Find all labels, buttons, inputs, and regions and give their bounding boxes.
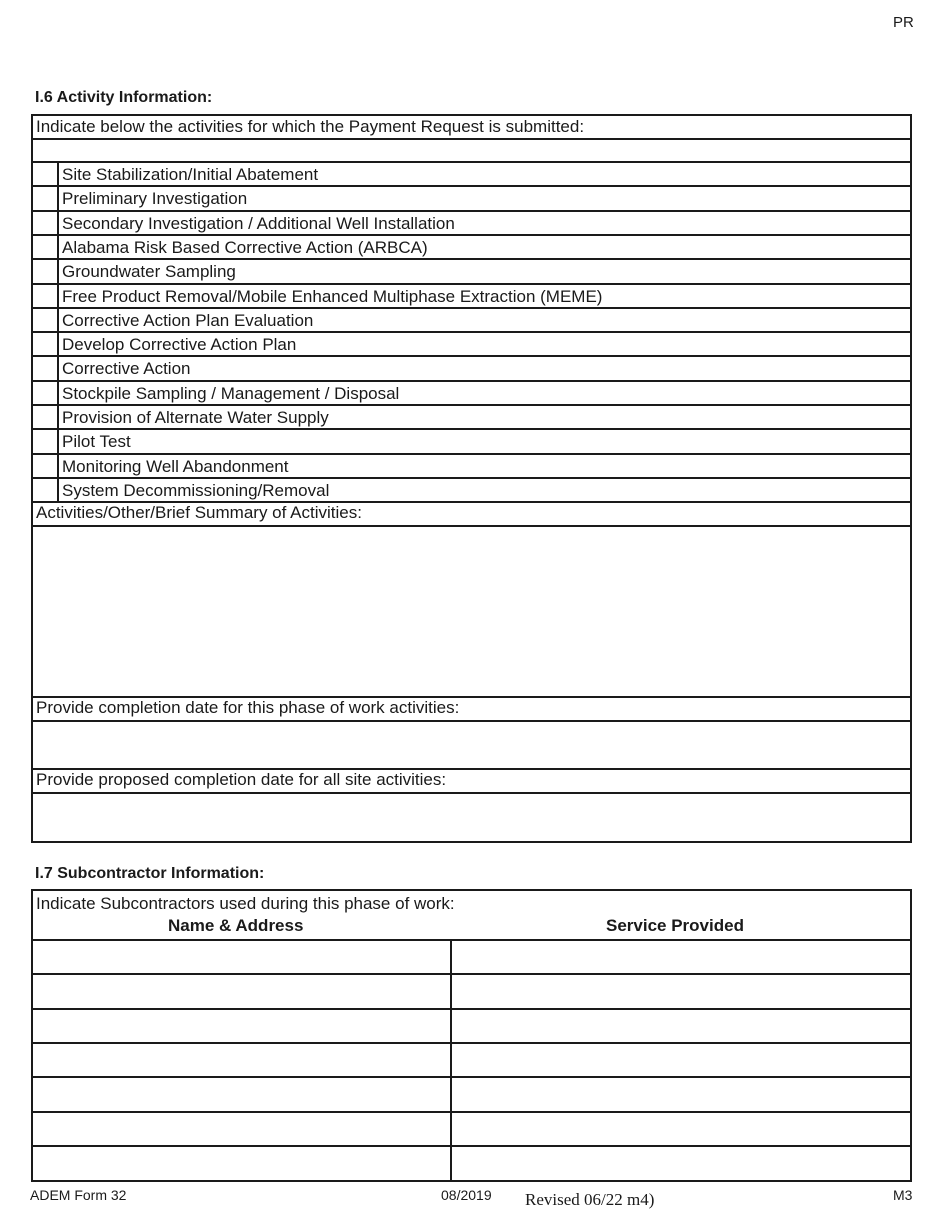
footer-form-name: ADEM Form 32 [30,1187,127,1203]
divider [33,138,910,140]
subcontractor-instruction: Indicate Subcontractors used during this phase of work: [36,894,455,913]
activity-checkbox[interactable] [33,382,58,406]
footer-date: 08/2019 [441,1187,492,1203]
subcontractor-name-field[interactable] [35,1044,448,1076]
activity-checkbox[interactable] [33,212,58,236]
activity-row [33,430,910,454]
activity-table [31,114,912,843]
activity-checkbox[interactable] [33,309,58,333]
activity-checkbox[interactable] [33,187,58,211]
divider [33,792,910,794]
activity-row [33,309,910,333]
subcontractor-name-field[interactable] [35,975,448,1007]
column-header-service-provided: Service Provided [606,916,744,935]
activity-label: Secondary Investigation / Additional Well Installation [62,213,455,233]
subcontractor-service-field[interactable] [454,975,908,1007]
activity-label: Stockpile Sampling / Management / Disposal [62,383,400,403]
activity-label: Monitoring Well Abandonment [62,456,289,476]
subcontractor-service-field[interactable] [454,1010,908,1042]
subcontractor-table [31,889,912,1182]
activity-checkbox[interactable] [33,357,58,381]
activity-row [33,260,910,284]
proposed-date-field[interactable] [37,796,906,838]
activity-label: Site Stabilization/Initial Abatement [62,165,319,184]
column-header-name-address: Name & Address [168,916,304,935]
activity-checkbox[interactable] [33,260,58,284]
completion-date-label: Provide completion date for this phase of work activities: [36,698,460,717]
activity-checkbox[interactable] [33,236,58,260]
activity-row [33,236,910,260]
activity-checkbox[interactable] [33,163,58,187]
activity-checkbox[interactable] [33,479,58,503]
activity-checkbox[interactable] [33,333,58,357]
activity-label: Provision of Alternate Water Supply [62,408,329,427]
subcontractor-name-field[interactable] [35,1147,448,1179]
subcontractor-service-field[interactable] [454,941,908,973]
activity-row [33,455,910,479]
subcontractor-name-field[interactable] [35,1010,448,1042]
activity-row [33,406,910,430]
divider [33,720,910,722]
activity-checkbox[interactable] [33,285,58,309]
activity-label: Alabama Risk Based Corrective Action (ARBCA) [62,237,428,257]
divider [33,525,910,527]
section-heading-activity: I.6 Activity Information: [35,89,213,106]
subcontractor-name-field[interactable] [35,941,448,973]
activity-label: System Decommissioning/Removal [62,480,330,500]
activity-row [33,285,910,309]
completion-date-field[interactable] [37,724,906,764]
subcontractor-name-field[interactable] [35,1113,448,1145]
activity-label: Corrective Action Plan Evaluation [62,310,314,330]
activity-label: Develop Corrective Action Plan [62,335,297,355]
activity-row [33,212,910,236]
proposed-date-label: Provide proposed completion date for all site activities: [36,770,447,789]
activity-row [33,163,910,187]
activity-checkbox[interactable] [33,430,58,454]
activity-row [33,187,910,211]
subcontractor-service-field[interactable] [454,1147,908,1179]
subcontractor-service-field[interactable] [454,1078,908,1110]
summary-textarea[interactable] [37,530,906,692]
activity-label: Pilot Test [62,432,131,452]
activity-row [33,357,910,381]
footer-page-code: M3 [893,1187,913,1203]
subcontractor-service-field[interactable] [454,1113,908,1145]
page-code-pr: PR [893,14,914,31]
activity-instruction: Indicate below the activities for which the Payment Request is submitted: [36,117,585,136]
activity-checkbox[interactable] [33,455,58,479]
activity-checkbox[interactable] [33,406,58,430]
summary-label: Activities/Other/Brief Summary of Activities: [36,503,362,522]
activity-row [33,479,910,503]
activity-row [33,382,910,406]
activity-label: Preliminary Investigation [62,189,248,209]
activity-label: Corrective Action [62,359,191,379]
activity-row [33,333,910,357]
footer-revision-note: Revised 06/22 m4) [525,1190,655,1209]
section-heading-subcontractor: I.7 Subcontractor Information: [35,865,265,882]
activity-label: Groundwater Sampling [62,262,236,282]
activity-label: Free Product Removal/Mobile Enhanced Multiphase Extraction (MEME) [62,286,603,306]
subcontractor-name-field[interactable] [35,1078,448,1110]
subcontractor-service-field[interactable] [454,1044,908,1076]
